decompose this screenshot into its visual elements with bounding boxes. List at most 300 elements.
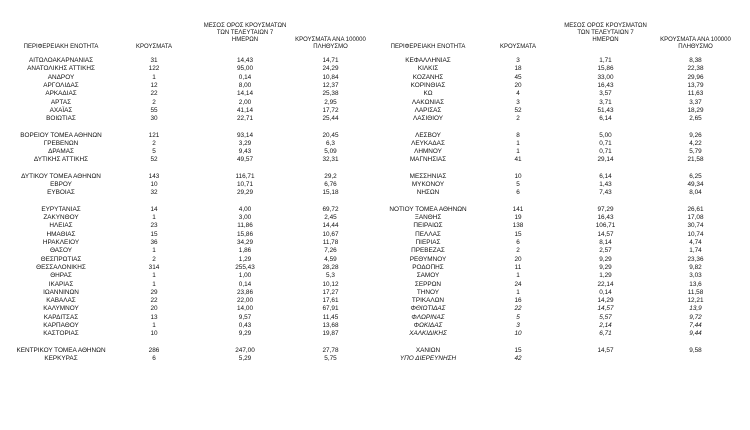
table-row xyxy=(0,189,750,197)
cell-region: ΝΟΤΙΟΥ ΤΟΜΕΑ ΑΘΗΝΩΝ xyxy=(389,205,467,213)
cell-per-100k: 4,74 xyxy=(689,239,702,246)
cell-cases: 4 xyxy=(516,90,520,98)
cell-cases: 286 xyxy=(148,346,160,354)
cell-cases: 1 xyxy=(516,288,520,296)
cell-per-100k: 13,68 xyxy=(322,322,339,329)
cell-cases: 5 xyxy=(516,181,520,189)
cell-avg-7-days: 2,00 xyxy=(238,98,252,106)
cell-cases: 5 xyxy=(152,148,156,156)
cell-cases: 42 xyxy=(514,355,522,362)
cell-per-100k: 14,71 xyxy=(322,57,339,64)
cell-per-100k: 14,44 xyxy=(322,222,339,230)
cell-region: ΒΟΙΩΤΙΑΣ xyxy=(46,115,76,123)
cell-avg-7-days: 9,29 xyxy=(238,330,252,338)
cell-cases: 41 xyxy=(514,156,522,164)
cell-per-100k: 12,37 xyxy=(322,81,339,89)
cell-per-100k: 26,61 xyxy=(687,205,704,213)
cell-cases: 3 xyxy=(516,322,520,329)
table-row xyxy=(0,231,750,239)
cell-cases: 29 xyxy=(150,288,158,296)
table-row xyxy=(0,115,750,123)
table-row xyxy=(0,140,750,148)
table-row xyxy=(0,272,750,280)
cell-avg-7-days: 1,43 xyxy=(599,181,612,189)
cell-region: ΛΕΥΚΑΔΑΣ xyxy=(411,139,445,147)
cell-per-100k: 19,87 xyxy=(322,330,339,338)
cell-avg-7-days: 14,00 xyxy=(237,305,253,313)
cell-cases: 20 xyxy=(514,81,522,89)
cell-cases: 22 xyxy=(150,90,158,98)
cell-per-100k: 32,31 xyxy=(322,156,339,164)
cell-cases: 23 xyxy=(150,222,158,230)
cell-per-100k: 20,45 xyxy=(322,131,339,139)
cell-avg-7-days: 9,57 xyxy=(238,313,252,321)
cell-avg-7-days: 97,29 xyxy=(597,205,614,213)
cell-avg-7-days: 1,29 xyxy=(238,255,252,263)
cell-avg-7-days: 95,00 xyxy=(237,65,253,73)
cell-per-100k: 5,09 xyxy=(324,148,337,156)
cell-avg-7-days: 6,14 xyxy=(599,172,612,180)
cell-region: ΠΕΙΡΑΙΩΣ xyxy=(413,222,443,230)
cell-region: ΡΕΘΥΜΝΟΥ xyxy=(409,255,447,263)
cell-per-100k: 5,3 xyxy=(326,272,335,280)
cell-avg-7-days: 22,71 xyxy=(237,115,253,123)
cell-per-100k: 1,74 xyxy=(689,247,702,255)
cell-avg-7-days: 5,29 xyxy=(238,355,252,362)
cell-avg-7-days: 1,86 xyxy=(238,247,252,255)
cell-per-100k: 2,45 xyxy=(324,214,337,222)
cell-region: ΗΡΑΚΛΕΙΟΥ xyxy=(42,239,80,246)
cell-region: ΚΑΡΔΙΤΣΑΣ xyxy=(43,313,79,321)
cell-per-100k: 17,61 xyxy=(322,297,339,305)
table-row xyxy=(0,65,750,73)
header-avg-left xyxy=(195,23,295,45)
cell-cases: 52 xyxy=(150,156,158,164)
table-row xyxy=(0,297,750,305)
cell-region: ΑΝΔΡΟΥ xyxy=(47,73,75,81)
cell-region: ΦΛΩΡΙΝΑΣ xyxy=(411,313,445,321)
cell-per-100k: 12,21 xyxy=(687,297,704,305)
cell-per-100k: 13,6 xyxy=(689,280,702,288)
cell-cases: 22 xyxy=(514,305,522,313)
cell-per-100k: 15,18 xyxy=(322,189,339,197)
cell-avg-7-days: 14,57 xyxy=(597,305,614,313)
cell-avg-7-days: 8,14 xyxy=(599,239,612,246)
cell-region: ΞΑΝΘΗΣ xyxy=(414,214,442,222)
header-avg-line-2: ΤΩΝ ΤΕΛΕΥΤΑΙΩΝ 7 xyxy=(216,30,274,37)
cell-region: ΘΕΣΠΡΩΤΙΑΣ xyxy=(40,255,82,263)
table-row xyxy=(0,347,750,355)
cell-per-100k: 7,26 xyxy=(324,247,337,255)
cell-region: ΣΕΡΡΩΝ xyxy=(414,280,442,288)
cell-region: ΘΗΡΑΣ xyxy=(50,272,72,280)
cell-region: ΡΟΔΟΠΗΣ xyxy=(412,263,444,271)
cell-cases: 5 xyxy=(516,313,520,321)
cell-cases: 15 xyxy=(514,346,522,354)
cell-cases: 314 xyxy=(148,263,160,271)
cell-cases: 8 xyxy=(516,131,520,139)
header-avg-line-3: ΗΜΕΡΩΝ xyxy=(231,37,259,44)
cell-cases: 3 xyxy=(516,98,520,106)
cell-cases: 19 xyxy=(514,214,522,222)
cell-per-100k: 27,78 xyxy=(322,346,339,354)
cell-region: ΝΗΣΩΝ xyxy=(416,189,440,197)
cell-region: ΛΕΣΒΟΥ xyxy=(415,131,441,139)
cell-region: ΤΡΙΚΑΛΩΝ xyxy=(411,297,445,305)
cell-per-100k: 13,79 xyxy=(687,81,704,89)
cell-cases: 11 xyxy=(514,263,522,271)
cell-avg-7-days: 93,14 xyxy=(237,131,253,139)
cell-cases: 55 xyxy=(150,106,158,114)
cell-region: ΧΑΛΚΙΔΙΚΗΣ xyxy=(409,330,447,338)
cell-region: ΙΩΑΝΝΙΝΩΝ xyxy=(43,288,79,296)
cell-avg-7-days: 3,00 xyxy=(238,214,252,222)
table-row xyxy=(0,314,750,322)
cell-region: ΠΙΕΡΙΑΣ xyxy=(415,239,441,246)
cell-per-100k: 9,26 xyxy=(689,131,702,139)
cell-region: ΑΡΚΑΔΙΑΣ xyxy=(45,90,77,98)
header-cases-right: ΚΡΟΥΣΜΑΤΑ xyxy=(500,44,536,50)
table-row xyxy=(0,264,750,272)
cell-region: ΣΑΜΟΥ xyxy=(416,272,440,280)
cell-avg-7-days: 15,86 xyxy=(597,65,614,73)
cell-per-100k: 5,79 xyxy=(689,148,702,156)
cell-region: ΖΑΚΥΝΘΟΥ xyxy=(43,214,79,222)
header-per100k-line-2: ΠΛΗΘΥΣΜΟ xyxy=(313,44,348,51)
cell-region: ΛΑΣΙΘΙΟΥ xyxy=(412,115,444,123)
cell-region: ΤΗΝΟΥ xyxy=(416,288,440,296)
cell-region: ΗΛΕΙΑΣ xyxy=(49,222,73,230)
cell-per-100k: 3,03 xyxy=(689,272,702,280)
cell-region: ΚΑΣΤΟΡΙΑΣ xyxy=(43,330,79,338)
cell-per-100k: 69,72 xyxy=(322,205,339,213)
cell-region: ΚΩ xyxy=(423,90,433,98)
cell-per-100k: 9,82 xyxy=(689,263,702,271)
table-row xyxy=(0,107,750,115)
cell-avg-7-days: 2,57 xyxy=(599,247,612,255)
cell-region: ΚΟΖΑΝΗΣ xyxy=(412,73,444,81)
cell-per-100k: 24,29 xyxy=(322,65,339,73)
cell-avg-7-days: 14,29 xyxy=(597,297,614,305)
cell-avg-7-days: 255,43 xyxy=(235,263,255,271)
cell-avg-7-days: 3,57 xyxy=(599,90,612,98)
cell-cases: 1 xyxy=(516,148,520,156)
table-row xyxy=(0,90,750,98)
cell-per-100k: 17,08 xyxy=(687,214,704,222)
cell-avg-7-days: 22,14 xyxy=(597,280,614,288)
cell-cases: 2 xyxy=(516,115,520,123)
cell-per-100k: 11,63 xyxy=(687,90,704,98)
cell-avg-7-days: 16,43 xyxy=(597,214,614,222)
table-row xyxy=(0,99,750,107)
cell-cases: 14 xyxy=(150,205,158,213)
cell-cases: 18 xyxy=(514,65,522,73)
header-region-left: ΠΕΡΙΦΕΡΕΙΑΚΗ ΕΝΟΤΗΤΑ xyxy=(23,44,99,50)
cell-region: ΧΑΝΙΩΝ xyxy=(415,346,441,354)
cell-avg-7-days: 14,14 xyxy=(237,90,253,98)
cell-per-100k: 8,04 xyxy=(689,189,702,197)
table-row xyxy=(0,57,750,65)
cell-cases: 1 xyxy=(152,247,156,255)
table-row xyxy=(0,74,750,82)
cell-cases: 24 xyxy=(514,280,522,288)
cell-avg-7-days: 22,00 xyxy=(237,297,253,305)
cell-avg-7-days: 5,57 xyxy=(599,313,612,321)
cell-per-100k: 11,58 xyxy=(687,288,704,296)
cell-per-100k: 2,65 xyxy=(689,115,702,123)
cell-region: ΠΡΕΒΕΖΑΣ xyxy=(411,247,445,255)
cell-region: ΛΑΡΙΣΑΣ xyxy=(414,106,442,114)
cell-avg-7-days: 7,43 xyxy=(599,189,612,197)
cell-region: ΔΥΤΙΚΗΣ ΑΤΤΙΚΗΣ xyxy=(33,156,89,164)
cell-cases: 15 xyxy=(150,230,158,238)
cell-cases: 15 xyxy=(514,230,522,238)
cell-cases: 122 xyxy=(148,65,160,73)
cell-avg-7-days: 14,57 xyxy=(597,346,614,354)
cell-per-100k: 22,38 xyxy=(687,65,704,73)
cell-avg-7-days: 16,43 xyxy=(597,81,614,89)
cell-cases: 13 xyxy=(150,313,158,321)
cell-per-100k: 25,44 xyxy=(322,115,339,123)
cell-cases: 31 xyxy=(150,57,158,64)
cell-cases: 1 xyxy=(152,272,156,280)
cell-cases: 1 xyxy=(516,272,520,280)
cell-avg-7-days: 5,00 xyxy=(599,131,612,139)
cell-per-100k: 28,28 xyxy=(322,263,339,271)
cell-region: ΚΕΦΑΛΛΗΝΙΑΣ xyxy=(405,57,451,64)
cell-region: ΑΧΑΪΑΣ xyxy=(49,106,73,114)
cell-cases: 36 xyxy=(150,239,158,246)
cell-region: ΚΑΡΠΑΘΟΥ xyxy=(43,322,79,329)
header-cases-left: ΚΡΟΥΣΜΑΤΑ xyxy=(136,44,172,50)
table-row xyxy=(0,289,750,297)
header-per100k-right xyxy=(648,37,743,51)
cell-region: ΛΑΚΩΝΙΑΣ xyxy=(411,98,445,106)
cell-cases: 143 xyxy=(148,172,160,180)
cell-avg-7-days: 8,00 xyxy=(238,81,252,89)
cell-per-100k: 29,96 xyxy=(687,73,704,81)
cell-per-100k: 30,74 xyxy=(687,222,704,230)
cell-region: ΑΙΤΩΛΟΑΚΑΡΝΑΝΙΑΣ xyxy=(28,57,94,64)
cell-per-100k: 9,44 xyxy=(689,330,702,338)
cell-region: ΕΥΒΟΙΑΣ xyxy=(47,189,75,197)
cell-region: ΚΕΡΚΥΡΑΣ xyxy=(44,355,78,362)
cell-per-100k: 6,3 xyxy=(326,139,335,147)
cell-avg-7-days: 0,14 xyxy=(238,73,252,81)
cell-region: ΕΥΡΥΤΑΝΙΑΣ xyxy=(41,205,81,213)
cell-cases: 10 xyxy=(150,181,158,189)
table-row xyxy=(0,247,750,255)
cell-cases: 1 xyxy=(152,214,156,222)
cell-per-100k: 11,78 xyxy=(322,239,339,246)
header-per100k-line-1: ΚΡΟΥΣΜΑΤΑ ΑΝΑ 100000 xyxy=(295,37,366,43)
cell-avg-7-days: 51,43 xyxy=(597,106,614,114)
cell-avg-7-days: 2,14 xyxy=(599,322,612,329)
cell-per-100k: 23,36 xyxy=(687,255,704,263)
cell-per-100k: 21,58 xyxy=(687,156,704,164)
cell-cases: 30 xyxy=(150,115,158,123)
cell-cases: 12 xyxy=(150,81,158,89)
cell-cases: 10 xyxy=(514,330,522,338)
header-per100k-line-1: ΚΡΟΥΣΜΑΤΑ ΑΝΑ 100000 xyxy=(660,37,731,43)
cell-region: ΦΘΙΩΤΙΔΑΣ xyxy=(410,305,446,313)
cell-per-100k: 18,29 xyxy=(687,106,704,114)
cell-avg-7-days: 6,14 xyxy=(599,115,612,123)
table-row xyxy=(0,173,750,181)
cell-avg-7-days: 49,57 xyxy=(237,156,253,164)
cell-per-100k: 10,67 xyxy=(322,230,339,238)
cell-per-100k: 17,72 xyxy=(322,106,339,114)
cell-region: ΠΕΛΛΑΣ xyxy=(415,230,441,238)
cell-avg-7-days: 10,71 xyxy=(237,181,253,189)
cell-region: ΥΠΟ ΔΙΕΡΕΥΝΗΣΗ xyxy=(399,355,457,362)
cell-avg-7-days: 116,71 xyxy=(235,172,255,180)
cell-per-100k: 5,75 xyxy=(324,355,337,362)
cell-region: ΙΚΑΡΙΑΣ xyxy=(48,280,74,288)
cell-region: ΒΟΡΕΙΟΥ ΤΟΜΕΑ ΑΘΗΝΩΝ xyxy=(20,131,102,139)
cell-per-100k: 17,27 xyxy=(322,288,339,296)
cell-region: ΦΩΚΙΔΑΣ xyxy=(413,322,443,329)
cell-avg-7-days: 1,29 xyxy=(599,272,612,280)
cell-region: ΑΝΑΤΟΛΙΚΗΣ ΑΤΤΙΚΗΣ xyxy=(27,65,95,73)
cell-avg-7-days: 9,43 xyxy=(238,148,252,156)
cell-region: ΜΕΣΣΗΝΙΑΣ xyxy=(409,172,447,180)
cell-avg-7-days: 1,71 xyxy=(599,57,612,64)
table-row xyxy=(0,322,750,330)
cell-region: ΚΑΛΥΜΝΟΥ xyxy=(43,305,79,313)
table-row xyxy=(0,281,750,289)
cell-cases: 3 xyxy=(516,57,520,64)
cell-avg-7-days: 0,71 xyxy=(599,139,612,147)
cell-region: ΚΕΝΤΡΙΚΟΥ ΤΟΜΕΑ ΑΘΗΝΩΝ xyxy=(16,346,106,354)
header-per100k-line-2: ΠΛΗΘΥΣΜΟ xyxy=(678,44,713,51)
cell-avg-7-days: 29,14 xyxy=(597,156,614,164)
cell-avg-7-days: 0,71 xyxy=(599,148,612,156)
cell-per-100k: 11,45 xyxy=(322,313,339,321)
cell-avg-7-days: 0,43 xyxy=(238,322,252,329)
table-row xyxy=(0,206,750,214)
cell-per-100k: 25,38 xyxy=(322,90,339,98)
cell-avg-7-days: 6,71 xyxy=(599,330,612,338)
header-avg-right xyxy=(553,23,658,45)
cell-cases: 2 xyxy=(152,255,156,263)
cell-per-100k: 4,22 xyxy=(689,139,702,147)
cell-cases: 22 xyxy=(150,297,158,305)
cell-cases: 52 xyxy=(514,106,522,114)
cell-region: ΚΙΛΚΙΣ xyxy=(417,65,439,73)
cell-region: ΕΒΡΟΥ xyxy=(50,181,72,189)
cell-per-100k: 3,37 xyxy=(689,98,702,106)
cell-cases: 121 xyxy=(148,131,160,139)
cell-cases: 20 xyxy=(514,255,522,263)
cell-region: ΜΥΚΟΝΟΥ xyxy=(411,181,445,189)
table-row xyxy=(0,214,750,222)
header-per100k-left xyxy=(283,37,378,51)
cell-cases: 138 xyxy=(512,222,524,230)
cell-cases: 1 xyxy=(152,73,156,81)
cell-avg-7-days: 33,00 xyxy=(597,73,614,81)
cell-cases: 6 xyxy=(516,189,520,197)
cell-cases: 2 xyxy=(152,139,156,147)
cell-cases: 45 xyxy=(514,73,522,81)
cell-avg-7-days: 247,00 xyxy=(235,346,255,354)
cell-avg-7-days: 34,29 xyxy=(237,239,253,246)
cell-per-100k: 9,58 xyxy=(689,346,702,354)
cell-region: ΑΡΤΑΣ xyxy=(50,98,72,106)
cell-cases: 20 xyxy=(150,305,158,313)
cell-region: ΘΕΣΣΑΛΟΝΙΚΗΣ xyxy=(36,263,86,271)
cell-region: ΛΗΜΝΟΥ xyxy=(414,148,442,156)
cell-per-100k: 29,2 xyxy=(324,172,337,180)
cell-per-100k: 6,76 xyxy=(324,181,337,189)
cell-region: ΑΡΓΟΛΙΔΑΣ xyxy=(43,81,79,89)
table-row xyxy=(0,132,750,140)
cell-region: ΚΟΡΙΝΘΙΑΣ xyxy=(410,81,446,89)
cell-avg-7-days: 15,86 xyxy=(237,230,253,238)
cell-avg-7-days: 14,57 xyxy=(597,230,614,238)
cell-per-100k: 13,9 xyxy=(689,305,702,313)
table-row xyxy=(0,148,750,156)
cell-per-100k: 8,38 xyxy=(689,57,702,64)
cell-avg-7-days: 1,00 xyxy=(238,272,252,280)
table-row xyxy=(0,239,750,247)
cell-region: ΜΑΓΝΗΣΙΑΣ xyxy=(409,156,447,164)
cell-avg-7-days: 0,14 xyxy=(599,288,612,296)
cell-region: ΔΥΤΙΚΟΥ ΤΟΜΕΑ ΑΘΗΝΩΝ xyxy=(21,172,101,180)
cell-cases: 32 xyxy=(150,189,158,197)
cell-per-100k: 10,84 xyxy=(322,73,339,81)
cell-region: ΘΑΣΟΥ xyxy=(49,247,73,255)
cell-avg-7-days: 41,14 xyxy=(237,106,253,114)
table-row xyxy=(0,330,750,338)
cell-cases: 1 xyxy=(516,139,520,147)
cell-avg-7-days: 14,43 xyxy=(237,57,253,64)
cell-per-100k: 67,91 xyxy=(322,305,339,313)
cell-avg-7-days: 9,29 xyxy=(599,263,612,271)
header-avg-line-1: ΜΕΣΟΣ ΟΡΟΣ ΚΡΟΥΣΜΑΤΩΝ xyxy=(203,23,287,29)
table-row xyxy=(0,181,750,189)
cell-avg-7-days: 0,14 xyxy=(238,280,252,288)
cell-cases: 10 xyxy=(514,172,522,180)
table-row xyxy=(0,256,750,264)
cell-avg-7-days: 106,71 xyxy=(595,222,616,230)
cell-avg-7-days: 3,29 xyxy=(238,139,252,147)
cell-cases: 1 xyxy=(152,322,156,329)
cell-region: ΚΑΒΑΛΑΣ xyxy=(46,297,76,305)
table-row xyxy=(0,156,750,164)
cell-cases: 16 xyxy=(514,297,522,305)
cell-avg-7-days: 29,29 xyxy=(237,189,253,197)
header-avg-line-1: ΜΕΣΟΣ ΟΡΟΣ ΚΡΟΥΣΜΑΤΩΝ xyxy=(564,23,647,29)
cell-cases: 10 xyxy=(150,330,158,338)
cell-per-100k: 9,72 xyxy=(689,313,702,321)
table-row xyxy=(0,355,750,363)
cell-per-100k: 7,44 xyxy=(689,322,702,329)
cell-avg-7-days: 3,71 xyxy=(599,98,612,106)
header-region-right: ΠΕΡΙΦΕΡΕΙΑΚΗ ΕΝΟΤΗΤΑ xyxy=(390,44,466,50)
cell-per-100k: 10,74 xyxy=(687,230,704,238)
cell-per-100k: 2,95 xyxy=(324,98,337,106)
header-avg-line-3: ΗΜΕΡΩΝ xyxy=(592,37,619,44)
cell-avg-7-days: 4,00 xyxy=(238,205,252,213)
cell-per-100k: 10,12 xyxy=(322,280,339,288)
cell-cases: 1 xyxy=(152,280,156,288)
table-row xyxy=(0,305,750,313)
cell-avg-7-days: 23,86 xyxy=(237,288,253,296)
cell-region: ΗΜΑΘΙΑΣ xyxy=(46,230,76,238)
cell-region: ΓΡΕΒΕΝΩΝ xyxy=(43,139,79,147)
cell-cases: 2 xyxy=(152,98,156,106)
